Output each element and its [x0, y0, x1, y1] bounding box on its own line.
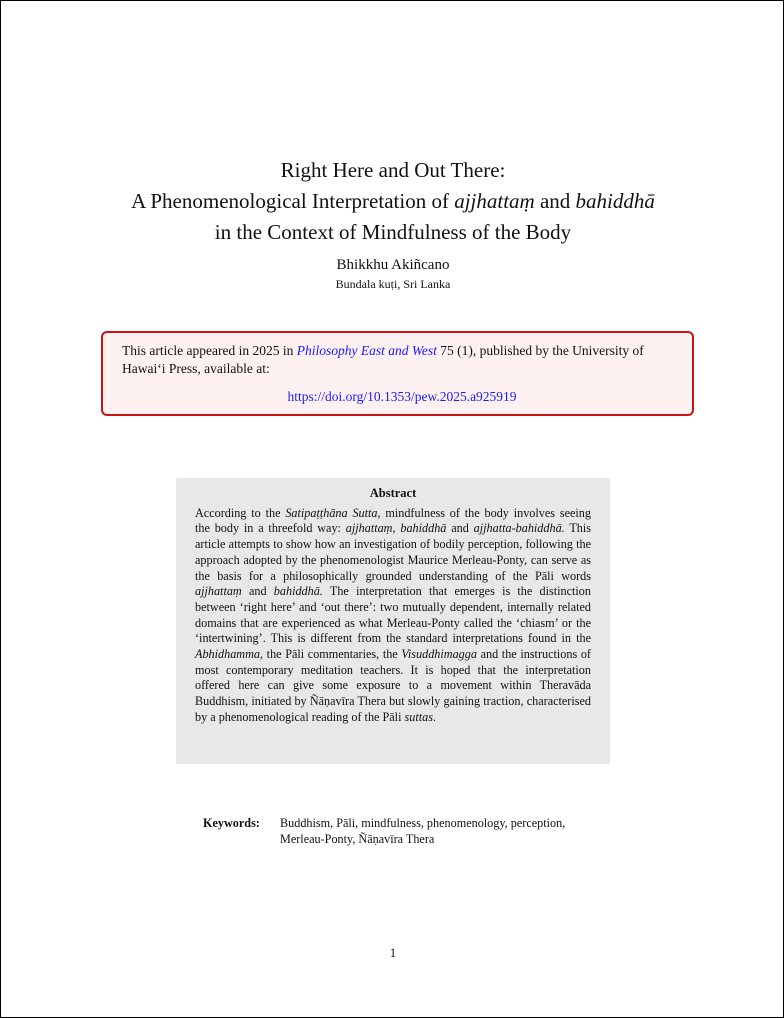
keywords-list: Buddhism, Pāli, mindfulness, phenomenology, perception, Merleau-Ponty, Ñāṇavīra Thera [280, 816, 566, 846]
abstract-italic-term: ajjhattaṃ, bahiddhā [345, 521, 447, 536]
abstract-body [195, 506, 591, 726]
abstract-text: The interpretation that emerges is the distinction between ‘right here’ and ‘out there’: two mutually dependent, internally related domains that are experienced as what Merleau-Ponty called the ‘chiasm’ or the ‘intertwining’. This is different from the standard interpretations found in the [195, 584, 591, 646]
keywords-label: Keywords: [203, 816, 260, 830]
title-line-2 [1, 186, 784, 217]
abstract-heading: Abstract [369, 486, 417, 500]
publication-notice-box [101, 331, 694, 416]
title-line-2-and: and [534, 189, 576, 213]
title-line-2-text: A Phenomenological Interpretation of [131, 189, 455, 213]
abstract-text: According to the [195, 505, 286, 520]
abstract-italic-term: Satipaṭṭhāna Sutta [285, 505, 378, 520]
article-title [1, 155, 784, 248]
author-name: Bhikkhu Akiñcano [336, 257, 450, 273]
abstract-text: and the instructions of most contemporary meditation teachers. It is hoped that the interpretation offered here can give some exposure to a movement within Theravāda Buddhism, initiated by Ñāṇavīra Thera but slowly gaining traction, characterised by a phenomenological reading of the Pāli [195, 647, 591, 724]
page-number: 1 [389, 946, 397, 960]
abstract-text: , the Pāli commentaries, the [260, 647, 402, 662]
title-term-bahiddha: bahiddhā [575, 189, 655, 213]
notice-text-pre: This article appeared in 2025 in [122, 343, 297, 358]
journal-link[interactable]: Philosophy East and West [296, 343, 437, 358]
abstract-text: This article attempts to show how an investigation of bodily perception, following the approach adopted by the phenomenologist Maurice Merleau-Ponty, can serve as the basis for a philosophically grounded understanding of the Pāli words [195, 521, 592, 583]
title-term-ajjhattam: ajjhattaṃ [454, 189, 535, 213]
title-line-3: in the Context of Mindfulness of the Body [214, 220, 572, 244]
doi-link[interactable]: https://doi.org/10.1353/pew.2025.a925919 [287, 389, 517, 404]
abstract-box [176, 478, 610, 764]
notice-text-post: 75 (1), published by the University of Hawaiʻi Press, available at: [122, 343, 644, 376]
abstract-italic-term: ajjhatta-bahiddhā. [473, 521, 565, 536]
author-affiliation: Bundala kuṭi, Sri Lanka [335, 277, 451, 291]
abstract-italic-term: Visuddhimagga [401, 647, 477, 662]
abstract-italic-term: bahiddhā. [273, 584, 323, 599]
abstract-text: and [446, 521, 474, 536]
abstract-italic-term: ajjhattaṃ [195, 584, 242, 599]
abstract-text: . [432, 709, 436, 724]
title-line-1: Right Here and Out There: [280, 158, 506, 182]
abstract-text: , mindfulness of the body involves seeing the body in a threefold way: [195, 505, 591, 536]
abstract-italic-term: Abhidhamma [195, 647, 260, 662]
abstract-text: and [241, 584, 274, 599]
abstract-italic-term: suttas [404, 709, 433, 724]
